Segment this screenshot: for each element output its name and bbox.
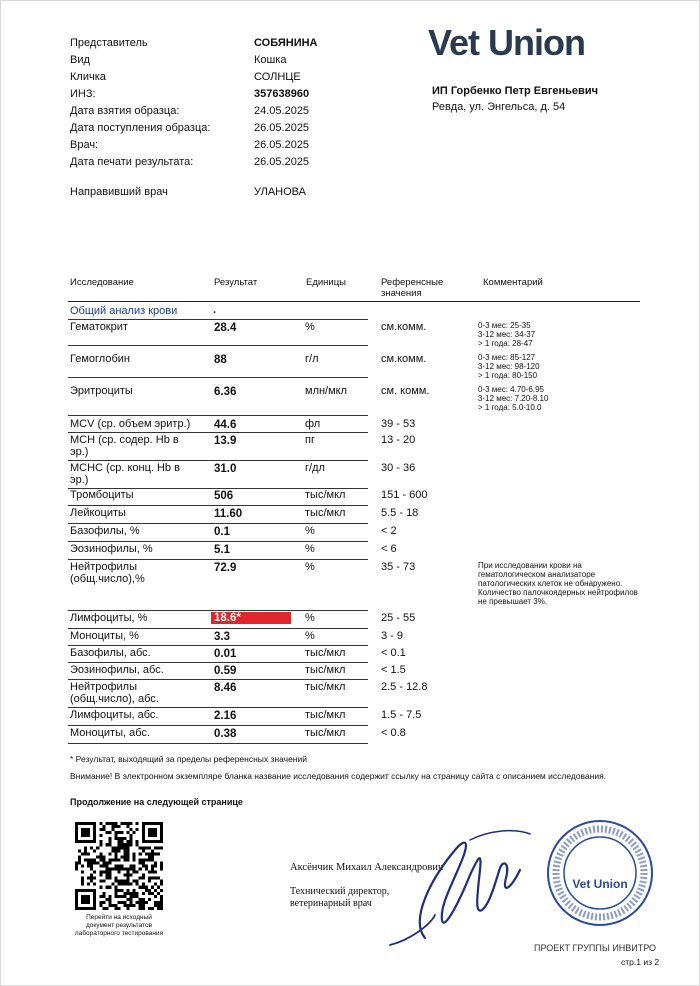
unit-value: тыс/мкл: [305, 647, 346, 659]
result-value: 0.59: [214, 665, 237, 677]
test-name[interactable]: Нейтрофилы (общ.число),%: [70, 561, 145, 585]
section-divider: [68, 319, 368, 320]
test-name[interactable]: Моноциты, %: [70, 630, 139, 642]
reference-value: см.комм.: [381, 353, 427, 365]
reference-value: 39 - 53: [381, 418, 416, 430]
unit-value: млн/мкл: [305, 385, 348, 397]
result-value: 88: [214, 354, 227, 366]
test-name[interactable]: Нейтрофилы (общ.число), абс.: [70, 681, 159, 705]
qr-caption: Перейти на исходный документ результатов лабораторного тестирования: [74, 914, 164, 937]
result-value: 5.1: [214, 544, 230, 556]
reference-value: 5.5 - 18: [381, 507, 419, 519]
unit-value: %: [305, 612, 315, 624]
reference-value: 2.5 - 12.8: [381, 681, 428, 693]
inz-value: 357638960: [254, 88, 310, 100]
row-divider: [68, 610, 368, 611]
unit-value: %: [305, 543, 315, 555]
referring-doctor-value: УЛАНОВА: [254, 186, 306, 198]
unit-value: тыс/мкл: [305, 507, 346, 519]
reference-value: 13 - 20: [381, 434, 416, 446]
row-divider: [68, 628, 368, 629]
lab-name: ИП Горбенко Петр Евгеньевич: [432, 85, 598, 97]
unit-value: %: [305, 561, 315, 573]
inz-label: ИНЗ:: [70, 88, 96, 100]
reference-value: 3 - 9: [381, 630, 404, 642]
comment-text: 0-3 мес: 25-35 3-12 мес: 34-37 > 1 года: 28-47: [478, 321, 536, 348]
representative-value: СОБЯНИНА: [254, 37, 318, 49]
col-header-test: Исследование: [70, 277, 134, 288]
unit-value: %: [305, 525, 315, 537]
project-label: ПРОЕКТ ГРУППЫ ИНВИТРО: [534, 943, 657, 953]
row-divider: [68, 662, 368, 663]
qr-code-icon[interactable]: [75, 822, 163, 910]
row-divider: [68, 505, 368, 506]
stamp-icon: [545, 818, 655, 928]
unit-value: г/л: [305, 353, 319, 365]
unit-value: г/дл: [305, 462, 325, 474]
reference-value: < 0.8: [381, 727, 406, 739]
row-divider: [68, 345, 368, 346]
test-name[interactable]: Эозинофилы, %: [70, 543, 153, 555]
row-divider: [68, 541, 368, 542]
result-value: 44.6: [214, 419, 237, 431]
col-header-comment: Комментарий: [483, 277, 543, 288]
test-name[interactable]: Лейкоциты: [70, 507, 126, 519]
col-header-units: Единицы: [306, 277, 347, 288]
test-name[interactable]: Лимфоциты, абс.: [70, 709, 159, 721]
result-value: 0.1: [214, 526, 230, 538]
unit-value: %: [305, 630, 315, 642]
unit-value: тыс/мкл: [305, 709, 346, 721]
sample-received-label: Дата поступления образца:: [70, 122, 211, 134]
vet-union-logo: Vet Union: [428, 22, 586, 63]
representative-label: Представитель: [70, 37, 148, 49]
sample-taken-label: Дата взятия образца:: [70, 105, 180, 117]
signatory-name: Аксёнчик Михаил Александрович: [290, 862, 444, 873]
unit-value: %: [305, 321, 315, 333]
result-value: 31.0: [214, 463, 237, 475]
result-value: 0.01: [214, 648, 237, 660]
result-value: 2.16: [214, 710, 237, 722]
page-number: стр.1 из 2: [621, 957, 660, 967]
row-divider: [68, 377, 368, 378]
reference-value: 1.5 - 7.5: [381, 709, 422, 721]
continuation-note: Продолжение на следующей странице: [70, 797, 243, 807]
species-label: Вид: [70, 54, 90, 66]
reference-value: 25 - 55: [381, 612, 416, 624]
unit-value: тыс/мкл: [305, 489, 346, 501]
doctor-label: Врач:: [70, 139, 99, 151]
reference-value: см. комм.: [381, 385, 430, 397]
test-name[interactable]: Базофилы, %: [70, 525, 140, 537]
comment-text: При исследовании крови на гематологическом анализаторе патологических клеток не обнаружено. Количество палочкоядерных нейтрофилов не превышает 3%.: [478, 561, 638, 606]
signatory-title: Технический директор, ветеринарный врач: [290, 886, 390, 909]
row-divider: [68, 559, 368, 560]
section-result: .: [213, 304, 217, 316]
attention-note: Внимание! В электронном экземпляре бланка название исследования содержит ссылку на страницу сайта с описанием исследования.: [70, 771, 607, 781]
row-divider: [68, 645, 368, 646]
test-name[interactable]: MCH (ср. содер. Hb в эр.): [70, 434, 179, 458]
row-divider: [68, 707, 368, 708]
sample-taken-value: 24.05.2025: [254, 105, 310, 117]
reference-value: < 6: [381, 543, 397, 555]
col-header-reference: Референсные значения: [381, 277, 444, 299]
test-name[interactable]: MCHC (ср. конц. Hb в эр.): [70, 462, 180, 486]
result-value: 506: [214, 490, 234, 502]
result-value: 28.4: [214, 322, 237, 334]
comment-text: 0-3 мес: 4.70-6.95 3-12 мес: 7.20-8.10 > 1 года: 5.0-10.0: [478, 385, 549, 412]
result-value: 0.38: [214, 728, 237, 740]
result-value: 8.46: [214, 682, 237, 694]
sample-received-value: 26.05.2025: [254, 122, 310, 134]
lab-address: Ревда, ул. Энгельса, д. 54: [432, 101, 566, 113]
reference-value: < 0.1: [381, 647, 406, 659]
stamp-logo: Vet Union: [572, 877, 628, 891]
test-name[interactable]: Эритроциты: [70, 385, 133, 397]
comment-text: 0-3 мес: 85-127 3-12 мес: 98-120 > 1 года: 80-150: [478, 353, 540, 380]
row-divider: [68, 432, 368, 433]
nickname-value: СОЛНЦЕ: [254, 71, 301, 83]
reference-value: 151 - 600: [381, 489, 428, 501]
result-value: 3.3: [214, 631, 230, 643]
test-name[interactable]: Гематокрит: [70, 321, 128, 333]
referring-doctor-label: Направивший врач: [70, 186, 168, 198]
print-date-label: Дата печати результата:: [70, 156, 194, 168]
header-divider: [68, 301, 640, 302]
row-divider: [68, 725, 368, 726]
unit-value: тыс/мкл: [305, 664, 346, 676]
test-name[interactable]: Лимфоциты, %: [70, 612, 148, 624]
result-value: 13.9: [214, 435, 237, 447]
col-header-result: Результат: [214, 277, 258, 288]
row-divider: [68, 743, 368, 744]
species-value: Кошка: [254, 54, 287, 66]
result-value: 6.36: [214, 386, 237, 398]
out-of-range-note: * Результат, выходящий за пределы референсных значений: [70, 754, 307, 764]
reference-value: см.комм.: [381, 321, 427, 333]
print-date-value: 26.05.2025: [254, 156, 310, 168]
test-name[interactable]: Эозинофилы, абс.: [70, 664, 164, 676]
reference-value: < 1.5: [381, 664, 406, 676]
result-value: 72.9: [214, 562, 237, 574]
test-name[interactable]: Базофилы, абс.: [70, 647, 151, 659]
result-value-flagged: 18.6*: [211, 612, 291, 624]
reference-value: 30 - 36: [381, 462, 416, 474]
section-title: Общий анализ крови: [70, 305, 178, 317]
nickname-label: Кличка: [70, 71, 106, 83]
doctor-value: 26.05.2025: [254, 139, 310, 151]
test-name[interactable]: Тромбоциты: [70, 489, 134, 501]
signature-icon: [370, 820, 540, 950]
row-divider: [68, 679, 368, 680]
unit-value: пг: [305, 434, 315, 446]
test-name[interactable]: MCV (ср. объем эритр.): [70, 418, 191, 430]
row-divider: [68, 523, 368, 524]
row-divider: [68, 415, 368, 416]
unit-value: тыс/мкл: [305, 727, 346, 739]
row-divider: [68, 460, 368, 461]
unit-value: тыс/мкл: [305, 681, 346, 693]
reference-value: < 2: [381, 525, 397, 537]
result-value: 11.60: [214, 508, 243, 520]
test-name[interactable]: Гемоглобин: [70, 353, 130, 365]
test-name[interactable]: Моноциты, абс.: [70, 727, 150, 739]
unit-value: фл: [305, 418, 321, 430]
reference-value: 35 - 73: [381, 561, 416, 573]
